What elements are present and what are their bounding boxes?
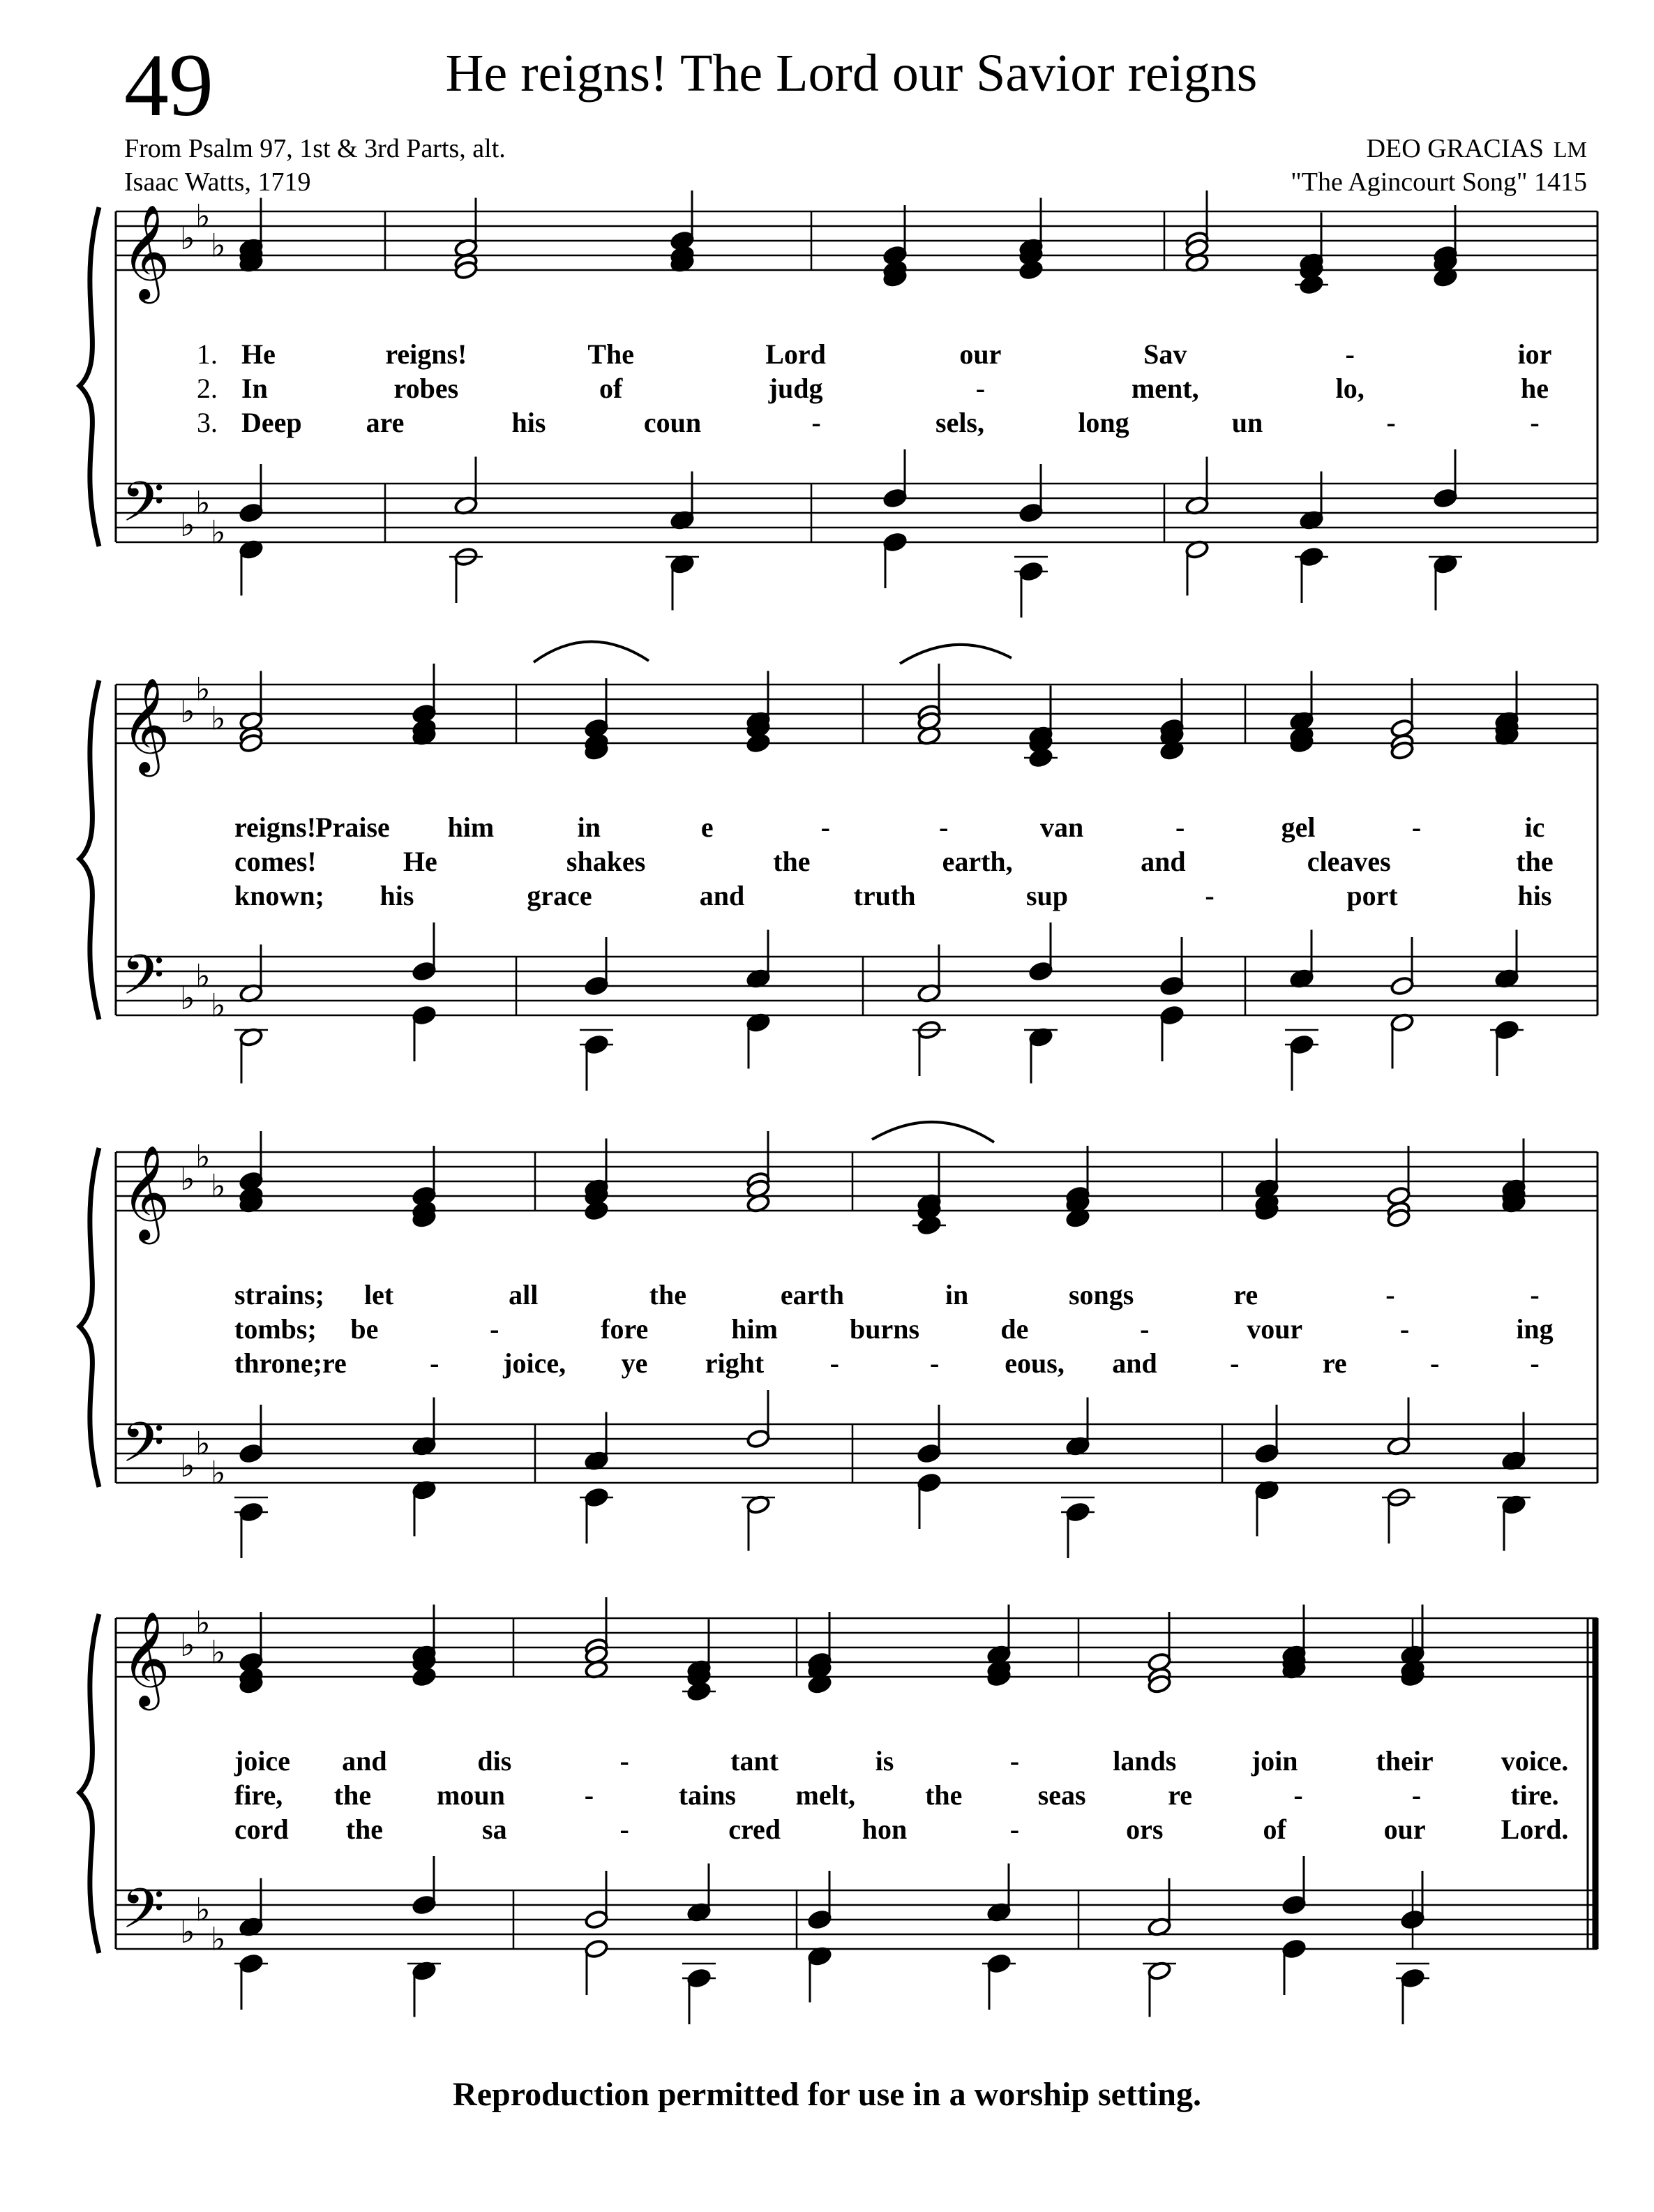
bass-clef: 𝄢 <box>121 945 165 1019</box>
lyric-syllable: the <box>649 1279 686 1310</box>
lyric-syllable: tire. <box>1510 1779 1559 1811</box>
lyric-syllable: their <box>1376 1745 1434 1777</box>
lyric-syllable: - <box>1385 1279 1395 1310</box>
notehead <box>917 1443 941 1463</box>
notehead <box>412 961 436 981</box>
bass-clef: 𝄢 <box>121 472 165 546</box>
lyric-syllable: sup <box>1025 880 1069 911</box>
lyric-syllable: are <box>366 407 405 438</box>
lyric-syllable: and <box>1112 1347 1157 1379</box>
lyric-syllable: earth <box>780 1279 844 1310</box>
lyric-syllable: - <box>939 812 949 843</box>
slur <box>900 645 1012 664</box>
system-2 <box>80 641 1597 1091</box>
lyric-syllable: the <box>925 1779 963 1811</box>
lyric-syllable: melt, <box>795 1779 856 1811</box>
lyric-syllable: he <box>1521 373 1549 404</box>
notehead <box>1281 1895 1306 1915</box>
lyric-syllable: cord <box>234 1814 289 1845</box>
lyric-syllable: comes! <box>234 846 317 877</box>
lyric-syllable: our <box>1383 1814 1426 1845</box>
lyric-syllable: tant <box>730 1745 779 1777</box>
lyric-syllable: ior <box>1517 338 1552 370</box>
lyric-syllable: gel <box>1281 812 1316 843</box>
verse-number: 2. <box>197 373 218 404</box>
flat-sign: ♭ <box>195 1605 211 1641</box>
flat-sign: ♭ <box>211 1168 226 1204</box>
lyric-syllable: joice <box>234 1745 290 1777</box>
lyric-syllable: all <box>509 1279 539 1310</box>
lyric-syllable: fire, <box>234 1779 283 1811</box>
lyric-syllable: - <box>619 1814 629 1845</box>
lyric-syllable: In <box>241 373 268 404</box>
lyric-syllable: - <box>1175 812 1185 843</box>
lyric-syllable: let <box>364 1279 394 1310</box>
lyric-syllable: re <box>1233 1279 1258 1310</box>
notehead <box>1028 961 1053 981</box>
lyric-syllable: - <box>1530 1279 1540 1310</box>
verse-number: 3. <box>197 407 218 438</box>
lyric-syllable: - <box>975 373 986 404</box>
lyric-syllable: - <box>584 1779 594 1811</box>
notehead <box>882 488 907 508</box>
flat-sign: ♭ <box>195 1892 211 1928</box>
flat-sign: ♭ <box>195 198 211 234</box>
reproduction-notice: Reproduction permitted for use in a worship setting. <box>453 2076 1201 2113</box>
slur <box>534 641 649 662</box>
lyric-syllable: - <box>930 1347 940 1379</box>
lyric-syllable: our <box>959 338 1002 370</box>
lyric-syllable: the <box>345 1814 384 1845</box>
notehead <box>917 1472 941 1493</box>
verse-number: 1. <box>197 338 218 370</box>
text-source: From Psalm 97, 1st & 3rd Parts, alt. <box>124 134 506 163</box>
lyric-syllable: - <box>1530 1347 1540 1379</box>
lyric-syllable: shakes <box>566 846 646 877</box>
notehead <box>584 1909 608 1929</box>
tune-name: DEO GRACIAS <box>1366 134 1544 163</box>
lyric-syllable: - <box>1386 407 1396 438</box>
slur <box>872 1122 994 1142</box>
lyric-syllable: reigns! <box>234 812 317 843</box>
lyric-syllable: his <box>511 407 546 438</box>
hymn-number: 49 <box>124 36 213 135</box>
flat-sign: ♭ <box>195 485 211 521</box>
lyric-syllable: strains; <box>234 1279 324 1310</box>
lyric-syllable: Deep <box>241 407 302 438</box>
lyric-syllable: his <box>1517 880 1552 911</box>
lyric-syllable: sels, <box>935 407 984 438</box>
lyric-syllable: of <box>1263 1814 1286 1845</box>
lyric-syllable: him <box>731 1313 778 1345</box>
system-4 <box>80 1597 1597 2024</box>
lyric-syllable: re <box>1322 1347 1347 1379</box>
lyric-syllable: - <box>811 407 821 438</box>
notehead <box>882 532 907 552</box>
flat-sign: ♭ <box>211 987 226 1024</box>
lyric-syllable: grace <box>527 880 592 911</box>
lyric-syllable: ye <box>621 1347 648 1379</box>
lyric-syllable: sa <box>482 1814 507 1845</box>
notehead <box>1433 488 1457 508</box>
lyric-syllable: cred <box>728 1814 781 1845</box>
notehead <box>239 502 263 523</box>
flat-sign: ♭ <box>180 1448 195 1484</box>
lyric-syllable: earth, <box>942 846 1013 877</box>
lyric-syllable: hon <box>862 1814 908 1845</box>
flat-sign: ♭ <box>211 1455 226 1491</box>
lyric-syllable: - <box>1411 1779 1422 1811</box>
lyric-syllable: tains <box>678 1779 736 1811</box>
notehead <box>239 1443 263 1463</box>
lyric-syllable: is <box>875 1745 894 1777</box>
lyric-syllable: the <box>773 846 811 877</box>
lyric-syllable: moun <box>437 1779 505 1811</box>
lyric-syllable: seas <box>1037 1779 1086 1811</box>
notehead <box>584 976 608 996</box>
lyric-syllable: right <box>705 1347 765 1379</box>
lyric-syllable: ors <box>1126 1814 1164 1845</box>
lyric-syllable: throne; <box>234 1347 322 1379</box>
notehead <box>1281 1938 1306 1959</box>
lyric-syllable: in <box>945 1279 969 1310</box>
lyric-syllable: be <box>350 1313 379 1345</box>
flat-sign: ♭ <box>180 980 195 1016</box>
lyric-syllable: robes <box>393 373 459 404</box>
lyric-syllable: long <box>1078 407 1129 438</box>
notehead <box>1159 1005 1184 1025</box>
lyric-syllable: the <box>1516 846 1554 877</box>
flat-sign: ♭ <box>211 1634 226 1671</box>
lyric-syllable: and <box>342 1745 387 1777</box>
notehead <box>584 1938 608 1959</box>
treble-clef: 𝄞 <box>121 1147 170 1239</box>
notehead <box>1159 976 1184 996</box>
notehead <box>1390 976 1414 996</box>
lyric-syllable: port <box>1346 880 1398 911</box>
lyric-syllable: coun <box>643 407 702 438</box>
lyric-syllable: - <box>490 1313 499 1345</box>
lyric-syllable: re <box>1168 1779 1193 1811</box>
lyric-syllable: fore <box>601 1313 649 1345</box>
flat-sign: ♭ <box>195 1426 211 1462</box>
lyric-syllable: - <box>1140 1313 1150 1345</box>
lyric-syllable: - <box>1530 407 1540 438</box>
lyric-syllable: Lord <box>765 338 826 370</box>
lyric-syllable: - <box>1230 1347 1240 1379</box>
treble-clef: 𝄞 <box>121 207 170 298</box>
notehead <box>584 1200 608 1220</box>
lyric-syllable: voice. <box>1501 1745 1569 1777</box>
lyric-syllable: join <box>1251 1745 1298 1777</box>
lyric-syllable: - <box>619 1745 629 1777</box>
lyric-syllable: re <box>322 1347 347 1379</box>
tune-source: "The Agincourt Song" 1415 <box>1291 167 1587 197</box>
flat-sign: ♭ <box>195 671 211 708</box>
lyric-syllable: burns <box>849 1313 920 1345</box>
flat-sign: ♭ <box>195 958 211 994</box>
lyric-syllable: songs <box>1068 1279 1134 1310</box>
lyric-syllable: cleaves <box>1307 846 1391 877</box>
flat-sign: ♭ <box>211 701 226 737</box>
flat-sign: ♭ <box>180 1914 195 1950</box>
lyric-syllable: - <box>829 1347 839 1379</box>
flat-sign: ♭ <box>180 1627 195 1663</box>
lyric-syllable: known; <box>234 880 324 911</box>
flat-sign: ♭ <box>180 1161 195 1197</box>
bass-clef: 𝄢 <box>121 1878 165 1953</box>
brace <box>80 1614 99 1953</box>
lyric-syllable: and <box>699 880 745 911</box>
lyric-syllable: e <box>700 812 714 843</box>
lyric-syllable: Praise <box>315 812 390 843</box>
brace <box>80 207 99 546</box>
lyric-syllable: of <box>599 373 623 404</box>
meter: LM <box>1554 137 1587 162</box>
lyric-syllable: He <box>241 338 276 370</box>
lyric-syllable: the <box>333 1779 372 1811</box>
flat-sign: ♭ <box>180 221 195 256</box>
treble-clef: 𝄞 <box>121 680 170 771</box>
lyric-syllable: - <box>1399 1313 1410 1345</box>
flat-sign: ♭ <box>211 1921 226 1957</box>
notehead <box>746 1428 770 1449</box>
text-author: Isaac Watts, 1719 <box>124 167 311 197</box>
lyric-syllable: Sav <box>1143 338 1187 370</box>
hymn-title: He reigns! The Lord our Savior reigns <box>445 44 1258 103</box>
lyric-syllable: him <box>447 812 495 843</box>
lyric-syllable: ing <box>1516 1313 1554 1345</box>
lyric-syllable: - <box>1345 338 1355 370</box>
system-1 <box>80 190 1597 618</box>
lyric-syllable: eous, <box>1005 1347 1065 1379</box>
lyric-syllable: - <box>1293 1779 1303 1811</box>
notehead <box>412 1895 436 1915</box>
lyric-syllable: van <box>1040 812 1084 843</box>
notehead <box>1018 260 1043 280</box>
notehead <box>1018 502 1043 523</box>
lyric-syllable: joice, <box>503 1347 566 1379</box>
notehead <box>1400 1909 1424 1929</box>
lyric-syllable: - <box>1009 1814 1020 1845</box>
treble-clef: 𝄞 <box>121 1613 170 1705</box>
lyric-syllable: - <box>430 1347 439 1379</box>
lyric-syllable: - <box>1009 1745 1020 1777</box>
lyric-syllable: ment, <box>1131 373 1199 404</box>
lyric-syllable: lands <box>1113 1745 1177 1777</box>
lyric-syllable: truth <box>853 880 916 911</box>
lyric-syllable: de <box>1000 1313 1029 1345</box>
lyric-syllable: in <box>577 812 601 843</box>
lyric-syllable: ic <box>1524 812 1545 843</box>
lyric-syllable: tombs; <box>234 1313 317 1345</box>
lyric-syllable: He <box>403 846 437 877</box>
notehead <box>1254 1443 1279 1463</box>
flat-sign: ♭ <box>195 1139 211 1175</box>
lyric-syllable: reigns! <box>385 338 467 370</box>
lyric-syllable: - <box>1429 1347 1440 1379</box>
flat-sign: ♭ <box>211 514 226 551</box>
flat-sign: ♭ <box>180 507 195 543</box>
notehead <box>807 1909 832 1929</box>
notehead <box>412 1666 436 1687</box>
lyric-syllable: lo, <box>1335 373 1364 404</box>
lyric-syllable: dis <box>477 1745 512 1777</box>
bass-clef: 𝄢 <box>121 1412 165 1487</box>
lyric-syllable: The <box>587 338 635 370</box>
brace <box>80 1148 99 1487</box>
lyric-syllable: - <box>820 812 830 843</box>
notehead <box>412 1005 436 1025</box>
notehead <box>746 733 770 753</box>
lyric-syllable: - <box>1205 880 1215 911</box>
lyric-syllable: un <box>1231 407 1263 438</box>
flat-sign: ♭ <box>180 694 195 729</box>
flat-sign: ♭ <box>211 227 226 264</box>
lyric-syllable: and <box>1141 846 1186 877</box>
brace <box>80 680 99 1019</box>
lyric-syllable: his <box>379 880 414 911</box>
lyric-syllable: judg <box>768 373 823 404</box>
lyric-syllable: vour <box>1247 1313 1303 1345</box>
system-3 <box>80 1122 1597 1558</box>
lyric-syllable: - <box>1411 812 1422 843</box>
lyric-syllable: Lord. <box>1501 1814 1569 1845</box>
